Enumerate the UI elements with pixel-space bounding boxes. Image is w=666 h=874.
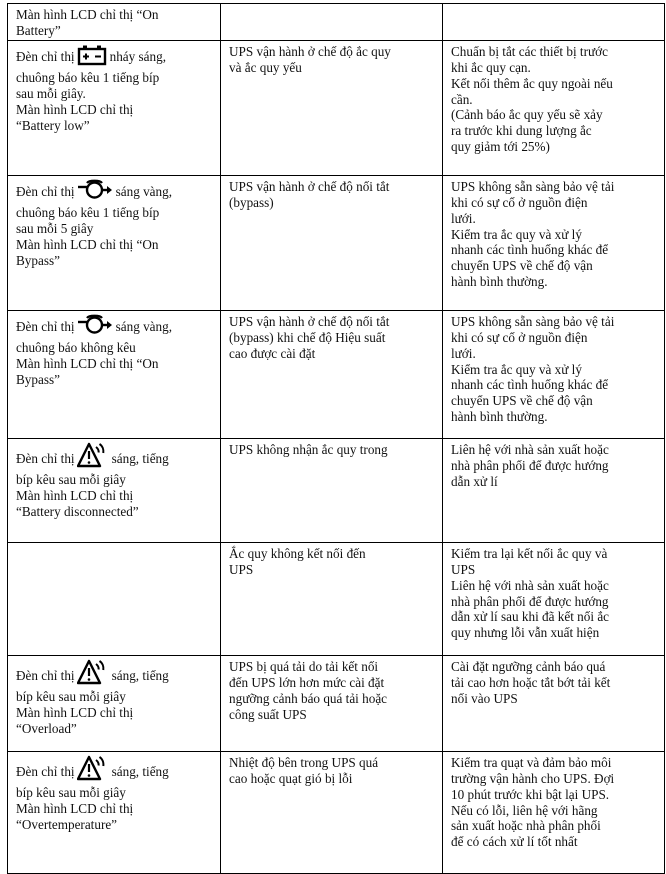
indication-text: Màn hình LCD chỉ thị — [16, 101, 134, 117]
indicator-label: Đèn chỉ thị — [16, 49, 75, 65]
status-text: UPS — [229, 562, 254, 578]
indication-text: Bypass” — [16, 252, 60, 268]
action-text: Cài đặt ngưỡng cảnh báo quá — [451, 659, 606, 675]
status-text: công suất UPS — [229, 706, 307, 722]
action-text: nhà phân phối để được hướng — [451, 458, 609, 474]
action-text: để có cách xử lí tốt nhất — [451, 833, 578, 849]
action-text: Liên hệ với nhà sản xuất hoặc — [451, 442, 609, 458]
status-text: ngưỡng cảnh báo quá tải hoặc — [229, 690, 388, 706]
indication-text: bíp kêu sau mỗi giây — [16, 689, 126, 705]
status-cell — [221, 4, 443, 41]
action-text: hành bình thường. — [451, 408, 548, 424]
indication-first-line — [16, 755, 216, 785]
action-cell — [443, 4, 665, 41]
indication-first-line — [16, 44, 216, 70]
indicator-state: sáng, tiếng — [111, 764, 169, 780]
indication-text: chuông báo kêu 1 tiếng bíp — [16, 205, 160, 221]
indication-first-line — [16, 179, 216, 205]
action-text: lưới. — [451, 210, 476, 226]
status-cell — [221, 41, 443, 176]
action-text: nhanh các tình huống khác để — [451, 377, 609, 393]
action-text: UPS không sẵn sàng bảo vệ tải — [451, 179, 615, 195]
indicator-state: sáng, tiếng — [111, 668, 169, 684]
action-text: trường vận hành cho UPS. Đợi — [451, 771, 615, 787]
indication-first-line — [16, 314, 216, 340]
warning-icon — [77, 659, 109, 689]
action-text: Kiểm tra lại kết nối ắc quy và — [451, 546, 608, 562]
action-text: Kiểm tra quạt và đảm bảo môi — [451, 755, 612, 771]
indication-text: sau mỗi 5 giây — [16, 221, 94, 237]
status-text: cao được cài đặt — [229, 345, 316, 361]
action-text: hành bình thường. — [451, 273, 548, 289]
status-text: cao hoặc quạt gió bị lỗi — [229, 771, 353, 787]
action-text: khi có sự cố ở nguồn điện — [451, 330, 588, 346]
indication-text: bíp kêu sau mỗi giây — [16, 785, 126, 801]
indicator-state: nháy sáng, — [109, 49, 167, 65]
action-cell — [443, 439, 665, 543]
indication-text: Màn hình LCD chỉ thị “On — [16, 356, 159, 372]
action-text: nhanh các tình huống khác để — [451, 242, 609, 258]
action-cell — [443, 41, 665, 176]
indicator-label: Đèn chỉ thị — [16, 319, 75, 335]
bypass-icon — [77, 314, 113, 340]
action-text: quy giảm tới 25%) — [451, 138, 550, 154]
table-row — [8, 4, 665, 41]
indicator-label: Đèn chỉ thị — [16, 451, 75, 467]
action-text: Nếu có lỗi, liên hệ với hãng — [451, 802, 598, 818]
indication-cell — [8, 439, 221, 543]
action-text: dẫn xử lí — [451, 473, 498, 489]
bypass-icon — [77, 179, 113, 205]
action-text: nhà phân phối để được hướng — [451, 593, 609, 609]
indication-text: Màn hình LCD chỉ thị — [16, 488, 134, 504]
status-cell — [221, 311, 443, 439]
action-text: khi có sự cố ở nguồn điện — [451, 195, 588, 211]
action-text: lưới. — [451, 345, 476, 361]
warning-icon — [77, 442, 109, 472]
action-text: dẫn xử lí sau khi đã kết nối ắc — [451, 609, 610, 625]
status-text: Nhiệt độ bên trong UPS quá — [229, 755, 379, 771]
ups-indicator-table — [7, 3, 665, 874]
action-cell — [443, 176, 665, 311]
indication-text: Màn hình LCD chỉ thị — [16, 801, 134, 817]
indication-cell — [8, 41, 221, 176]
indicator-label: Đèn chỉ thị — [16, 184, 75, 200]
indication-text: sau mỗi giây. — [16, 86, 86, 102]
indication-first-line — [16, 659, 216, 689]
table-row — [8, 439, 665, 543]
status-text: (bypass) khi chế độ Hiệu suất — [229, 330, 386, 346]
status-text: Ắc quy không kết nối đến — [229, 546, 366, 562]
action-text: quy nhưng lỗi vẫn xuất hiện — [451, 624, 600, 640]
action-text: Chuẩn bị tắt các thiết bị trước — [451, 44, 608, 60]
table-row — [8, 752, 665, 874]
indication-cell — [8, 656, 221, 752]
indication-text: “Overtemperature” — [16, 816, 118, 832]
action-text: chuyển UPS về chế độ vận — [451, 257, 593, 273]
status-text: đến UPS lớn hơn mức cài đặt — [229, 675, 385, 691]
action-text: 10 phút trước khi bật lại UPS. — [451, 786, 610, 802]
status-text: UPS không nhận ắc quy trong — [229, 442, 388, 458]
status-cell — [221, 656, 443, 752]
indication-first-line — [16, 442, 216, 472]
status-cell — [221, 439, 443, 543]
indication-cell — [8, 543, 221, 656]
indication-text: Màn hình LCD chỉ thị “On — [16, 7, 159, 22]
table-row — [8, 656, 665, 752]
table-row — [8, 543, 665, 656]
indication-text: Bypass” — [16, 371, 60, 387]
status-text: UPS vận hành ở chế độ nối tắt — [229, 179, 390, 195]
table-row — [8, 41, 665, 176]
indication-text: Màn hình LCD chỉ thị — [16, 705, 134, 721]
action-text: chuyển UPS về chế độ vận — [451, 392, 593, 408]
indication-text: “Battery low” — [16, 117, 90, 133]
status-cell — [221, 176, 443, 311]
indication-cell — [8, 176, 221, 311]
warning-icon — [77, 755, 109, 785]
table-row — [8, 176, 665, 311]
indication-text: Battery” — [16, 22, 61, 38]
indicator-state: sáng vàng, — [115, 319, 173, 335]
status-cell — [221, 543, 443, 656]
action-text: cần. — [451, 91, 473, 107]
indication-text: bíp kêu sau mỗi giây — [16, 472, 126, 488]
indicator-state: sáng, tiếng — [111, 451, 169, 467]
indicator-label: Đèn chỉ thị — [16, 668, 75, 684]
indication-cell — [8, 311, 221, 439]
action-text: Kết nối thêm ắc quy ngoài nếu — [451, 75, 613, 91]
action-text: khi ắc quy cạn. — [451, 60, 531, 76]
action-text: sản xuất hoặc nhà phân phối — [451, 818, 601, 834]
indication-text: Màn hình LCD chỉ thị “On — [16, 236, 159, 252]
action-text: ra trước khi dung lượng ắc — [451, 122, 592, 138]
action-text: Liên hệ với nhà sản xuất hoặc — [451, 577, 609, 593]
indicator-state: sáng vàng, — [115, 184, 173, 200]
status-text: UPS vận hành ở chế độ nối tắt — [229, 314, 390, 330]
action-text: (Cảnh báo ắc quy yếu sẽ xảy — [451, 107, 603, 123]
status-text: UPS vận hành ở chế độ ắc quy — [229, 44, 391, 60]
action-cell — [443, 752, 665, 874]
status-cell — [221, 752, 443, 874]
indication-cell — [8, 752, 221, 874]
action-cell — [443, 311, 665, 439]
indication-text: chuông báo kêu 1 tiếng bíp — [16, 70, 160, 86]
indicator-label: Đèn chỉ thị — [16, 764, 75, 780]
indication-text: “Battery disconnected” — [16, 503, 139, 519]
action-cell — [443, 543, 665, 656]
status-text: UPS bị quá tải do tải kết nối — [229, 659, 379, 675]
battery-icon — [77, 44, 107, 70]
action-text: UPS — [451, 562, 476, 578]
table-row — [8, 311, 665, 439]
indication-cell — [8, 4, 221, 41]
action-text: UPS không sẵn sàng bảo vệ tải — [451, 314, 615, 330]
indication-text: chuông báo không kêu — [16, 340, 136, 356]
action-text: tải cao hơn hoặc tắt bớt tải kết — [451, 675, 611, 691]
action-text: Kiểm tra ắc quy và xử lý — [451, 361, 582, 377]
status-text: và ắc quy yếu — [229, 60, 302, 76]
status-text: (bypass) — [229, 195, 274, 211]
action-cell — [443, 656, 665, 752]
indication-text: “Overload” — [16, 720, 77, 736]
action-text: Kiểm tra ắc quy và xử lý — [451, 226, 582, 242]
action-text: nối vào UPS — [451, 690, 518, 706]
